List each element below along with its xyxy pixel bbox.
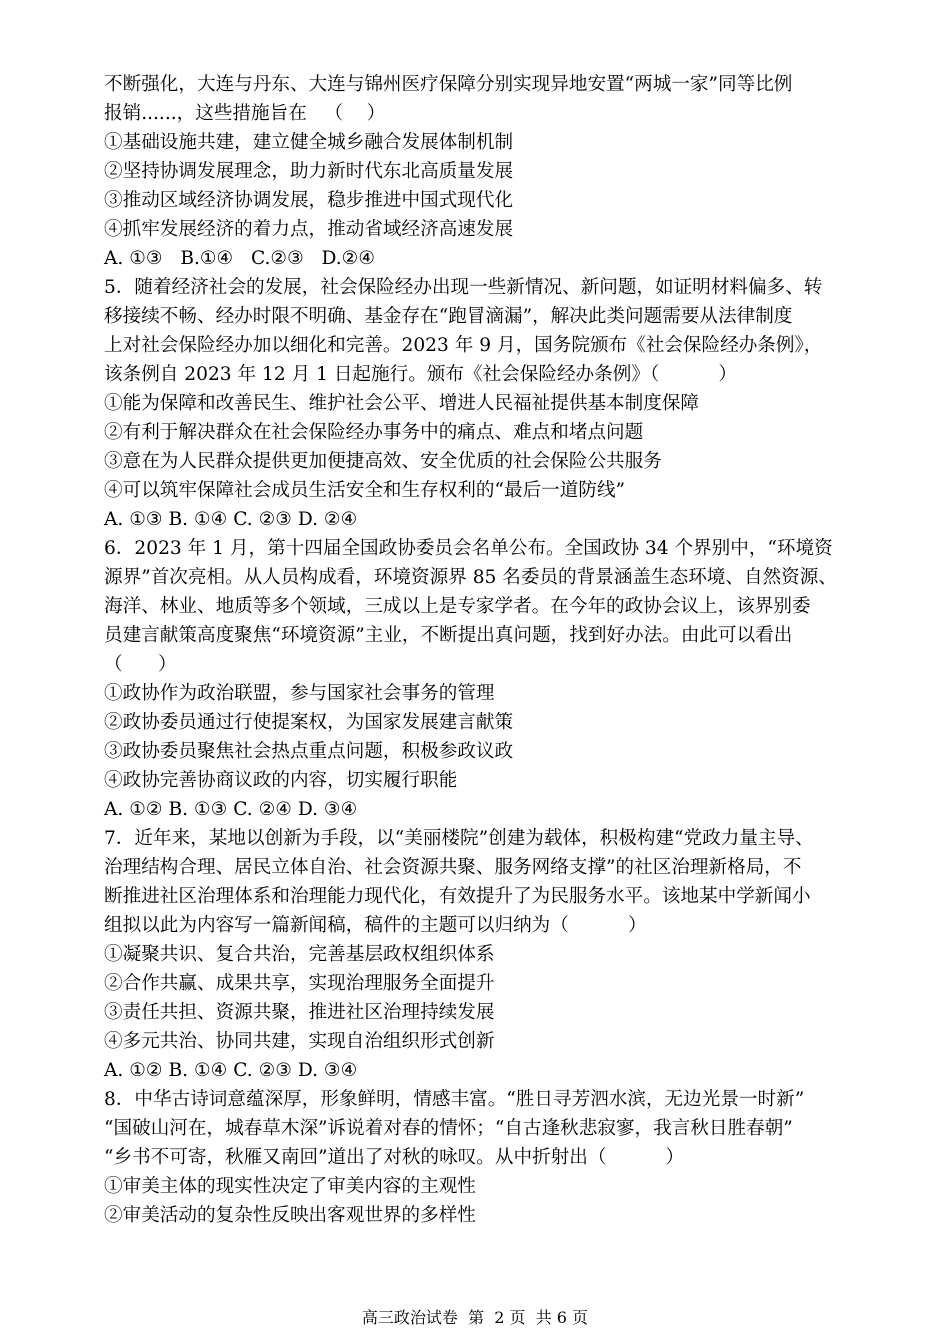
q5-option: ③意在为人民群众提供更加便捷高效、安全优质的社会保险公共服务 xyxy=(104,451,662,472)
q8-stem-line: 8．中华古诗词意蕴深厚，形象鲜明，情感丰富。“胜日寻芳泗水滨，无边光景一时新” xyxy=(104,1089,805,1110)
q6-stem-line: 员建言献策高度聚焦“环境资源”主业，不断提出真问题，找到好办法。由此可以看出 xyxy=(104,625,793,646)
q7-answer-choices: A. ①② B. ①④ C. ②③ D. ③④ xyxy=(104,1060,358,1081)
q5-stem-line: 5．随着经济社会的发展，社会保险经办出现一些新情况、新问题，如证明材料偏多、转 xyxy=(104,277,823,298)
q7-option: ②合作共赢、成果共享，实现治理服务全面提升 xyxy=(104,973,495,994)
q6-option: ①政协作为政治联盟，参与国家社会事务的管理 xyxy=(104,683,495,704)
q5-option: ①能为保障和改善民生、维护社会公平、增进人民福祉提供基本制度保障 xyxy=(104,393,700,414)
q8-option: ①审美主体的现实性决定了审美内容的主观性 xyxy=(104,1176,476,1197)
q4-option: ④抓牢发展经济的着力点，推动省域经济高速发展 xyxy=(104,219,514,240)
q6-option: ④政协完善协商议政的内容，切实履行职能 xyxy=(104,770,458,791)
q7-stem-line: 断推进社区治理体系和治理能力现代化，有效提升了为民服务水平。该地某中学新闻小 xyxy=(104,886,811,907)
q4-answer-choices: A. ①③ B.①④ C.②③ D.②④ xyxy=(104,248,375,269)
q4-option: ②坚持协调发展理念，助力新时代东北高质量发展 xyxy=(104,161,514,182)
q8-stem-line: “国破山河在，城春草木深”诉说着对春的情怀；“自古逢秋悲寂寥，我言秋日胜春朝” xyxy=(104,1118,793,1139)
q7-option: ④多元共治、协同共建，实现自治组织形式创新 xyxy=(104,1031,495,1052)
q7-option: ③责任共担、资源共聚，推进社区治理持续发展 xyxy=(104,1002,495,1023)
q7-stem-line: 组拟以此为内容写一篇新闻稿，稿件的主题可以归纳为（ ） xyxy=(104,915,647,936)
page-footer: 高三政治试卷 第 2 页 共 6 页 xyxy=(361,1308,589,1327)
q7-option: ①凝聚共识、复合共治，完善基层政权组织体系 xyxy=(104,944,495,965)
q6-option: ②政协委员通过行使提案权，为国家发展建言献策 xyxy=(104,712,514,733)
q6-stem-line: 海洋、林业、地质等多个领域，三成以上是专家学者。在今年的政协会议上，该界别委 xyxy=(104,596,811,617)
q6-stem-line: （ ） xyxy=(104,654,177,675)
q6-stem-line: 6．2023 年 1 月，第十四届全国政协委员会名单公布。全国政协 34 个界别中，“环境资 xyxy=(104,538,833,559)
q5-option: ②有利于解决群众在社会保险经办事务中的痛点、难点和堵点问题 xyxy=(104,422,644,443)
q6-option: ③政协委员聚焦社会热点重点问题，积极参政议政 xyxy=(104,741,514,762)
q5-stem-line: 该条例自 2023 年 12 月 1 日起施行。颁布《社会保险经办条例》（ ） xyxy=(104,364,737,385)
q8-stem-line: “乡书不可寄，秋雁又南回”道出了对秋的咏叹。从中折射出（ ） xyxy=(104,1147,685,1168)
q5-answer-choices: A. ①③ B. ①④ C. ②③ D. ②④ xyxy=(104,509,358,530)
q8-option: ②审美活动的复杂性反映出客观世界的多样性 xyxy=(104,1205,476,1226)
q5-stem-line: 上对社会保险经办加以细化和完善。2023 年 9 月，国务院颁布《社会保险经办条例》， xyxy=(104,335,823,356)
q4-stem-line: 报销......，这些措施旨在 （ ） xyxy=(104,103,386,124)
q6-stem-line: 源界”首次亮相。从人员构成看，环境资源界 85 名委员的背景涵盖生态环境、自然资源、 xyxy=(104,567,837,588)
q4-option: ③推动区域经济协调发展，稳步推进中国式现代化 xyxy=(104,190,514,211)
q7-stem-line: 治理结构合理、居民立体自治、社会资源共聚、服务网络支撑”的社区治理新格局，不 xyxy=(104,857,802,878)
q4-stem-line: 不断强化，大连与丹东、大连与锦州医疗保障分别实现异地安置“两城一家”同等比例 xyxy=(104,74,793,95)
q5-option: ④可以筑牢保障社会成员生活安全和生存权利的“最后一道防线” xyxy=(104,480,626,501)
q4-option: ①基础设施共建，建立健全城乡融合发展体制机制 xyxy=(104,132,514,153)
q6-answer-choices: A. ①② B. ①③ C. ②④ D. ③④ xyxy=(104,799,358,820)
q7-stem-line: 7．近年来，某地以创新为手段，以“美丽楼院”创建为载体，积极构建“党政力量主导、 xyxy=(104,828,814,849)
q5-stem-line: 移接续不畅、经办时限不明确、基金存在“跑冒滴漏”，解决此类问题需要从法律制度 xyxy=(104,306,793,327)
